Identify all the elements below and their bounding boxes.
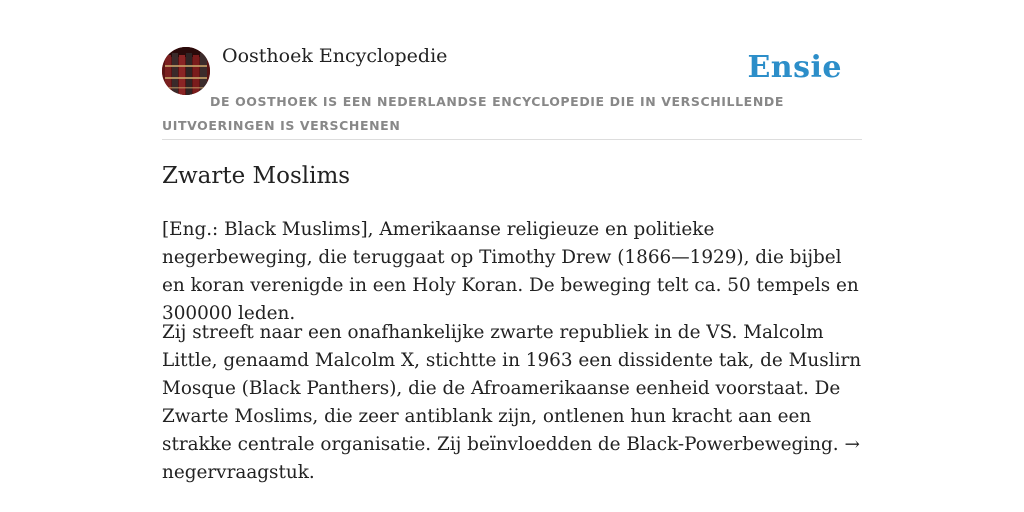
article-paragraph-2: Zij streeft naar een onafhankelijke zwarte republiek in de VS. Malcolm Little, genaamd Malcolm X, stichtte in 1963 een dissidente tak, de Muslirn Mosque (Black Panthers), die de Afroamerikaanse eenheid voorstaat. De Zwarte Moslims, die zeer antiblank zijn, ontlenen hun kracht aan een strakke centrale organisatie. Zij beïnvloedden de Black-Powerbeweging. → negervraagstuk.: [162, 322, 862, 483]
source-title[interactable]: Oosthoek Encyclopedie: [222, 45, 448, 67]
article-title: Zwarte Moslims: [162, 163, 351, 189]
page-container: [162, 0, 862, 483]
source-tagline: DE OOSTHOEK IS EEN NEDERLANDSE ENCYCLOPEDIE DIE IN VERSCHILLENDE UITVOERINGEN IS VERSCHENEN: [162, 94, 784, 133]
source-avatar[interactable]: [162, 47, 210, 95]
article-paragraph-1: [Eng.: Black Muslims], Amerikaanse religieuze en politieke negerbeweging, die teruggaat op Timothy Drew (1866—1929), die bijbel en koran verenigde in een Holy Koran. De beweging telt ca. 50 tempels en 300000 leden.: [162, 219, 859, 324]
brand-logo[interactable]: Ensie: [747, 50, 842, 85]
site-header: [162, 0, 862, 140]
book-spines-icon: [162, 47, 210, 95]
